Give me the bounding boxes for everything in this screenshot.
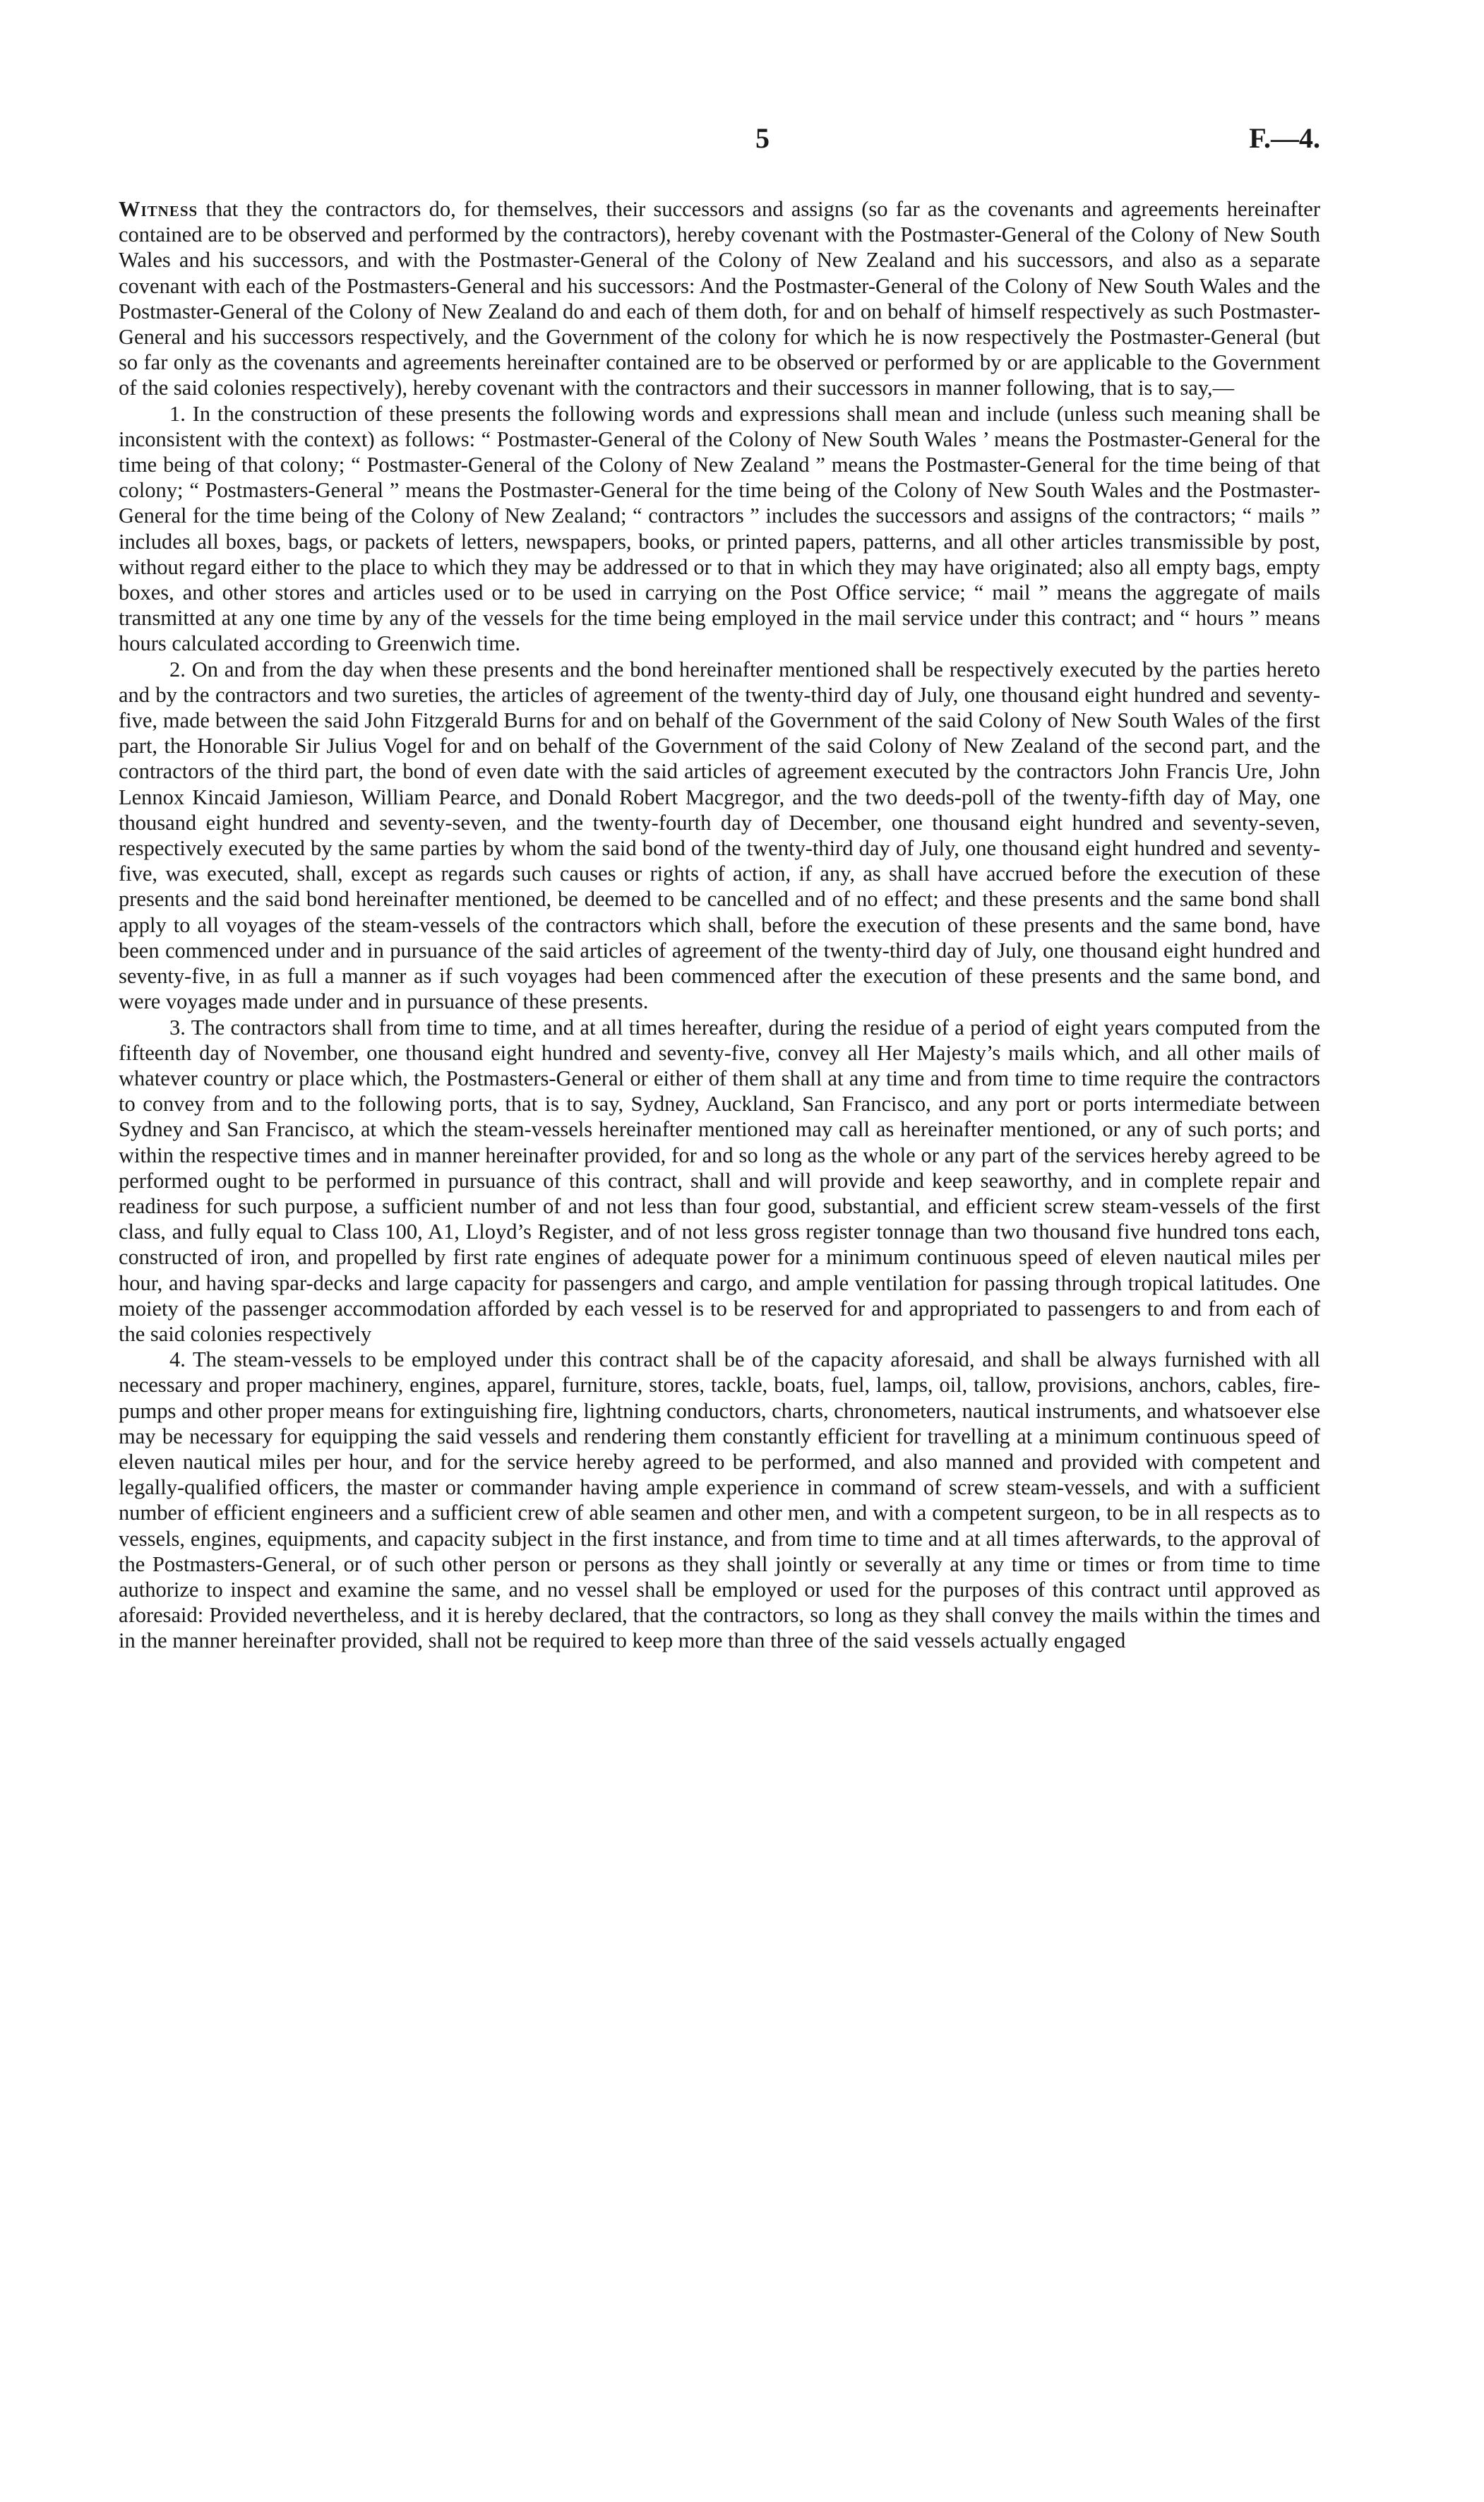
witness-text: that they the contractors do, for themselves, their successors and assigns (so far as the covenants and agreements hereinafter contained are to be observed and performed by the contractors), hereby covenant with the Postmaster-General of the Colony of New South Wales and his successors, and with the Postmaster-General of the Colony of New Zealand and his successors, and also as a separate covenant with each of the Postmasters-General and his successors: And the Postmaster-General of the Colony of New South Wales and the Postmaster-General of the Colony of New Zealand do and each of them doth, for and on behalf of himself respectively as such Postmaster-General and his successors respectively, and the Government of the colony for which he is now respectively the Postmaster-General (but so far only as the covenants and agreements hereinafter contained are to be observed or performed by or are applicable to the Government of the said colonies respectively), hereby covenant with the contractors and their successors in manner following, that is to say,— [119, 197, 1320, 400]
witness-lead-word: Witness [119, 197, 198, 221]
witness-paragraph [119, 196, 1320, 401]
clause-4: 4. The steam-vessels to be employed under this contract shall be of the capacity aforesaid, and shall be always furnished with all necessary and proper machinery, engines, apparel, furniture, stores, tackle, boats, fuel, lamps, oil, tallow, provisions, anchors, cables, fire-pumps and other proper means for extinguishing fire, lightning conductors, charts, chronometers, nautical instruments, and whatsoever else may be necessary for equipping the said vessels and rendering them constantly efficient for travelling at a minimum continuous speed of eleven nautical miles per hour, and for the service hereby agreed to be performed, and also manned and provided with competent and legally-qualified officers, the master or commander having ample experience in command of screw steam-vessels, and with a sufficient number of efficient engineers and a sufficient crew of able seamen and other men, and with a competent surgeon, to be in all respects as to vessels, engines, equipments, and capacity subject in the first instance, and from time to time and at all times afterwards, to the approval of the Postmasters-General, or of such other person or persons as they shall jointly or severally at any time or times or from time to time authorize to inspect and examine the same, and no vessel shall be employed or used for the purposes of this contract until approved as aforesaid: Provided nevertheless, and it is hereby declared, that the contractors, so long as they shall convey the mails within the times and in the manner hereinafter provided, shall not be required to keep more than three of the said vessels actually engaged [119, 1347, 1320, 1653]
page-number: 5 [755, 122, 770, 154]
document-reference: F.—4. [1249, 122, 1320, 154]
clause-1: 1. In the construction of these presents the following words and expressions shall mean and include (unless such meaning shall be inconsistent with the context) as follows: “ Postmaster-General of the Colony of New South Wales ’ means the Postmaster-General for the time being of that colony; “ Postmaster-General of the Colony of New Zealand ” means the Postmaster-General for the time being of that colony; “ Postmasters-General ” means the Postmaster-General for the time being of the Colony of New South Wales and the Postmaster-General for the time being of the Colony of New Zealand; “ contractors ” includes the successors and assigns of the contractors; “ mails ” includes all boxes, bags, or packets of letters, newspapers, books, or printed papers, patterns, and all other articles transmissible by post, without regard either to the place to which they may be addressed or to that in which they may have originated; also all empty bags, empty boxes, and other stores and articles used or to be used in carrying on the Post Office service; “ mail ” means the aggregate of mails transmitted at any one time by any of the vessels for the time being employed in the mail service under this contract; and “ hours ” means hours calculated according to Greenwich time. [119, 401, 1320, 656]
clause-3: 3. The contractors shall from time to time, and at all times hereafter, during the residue of a period of eight years computed from the fifteenth day of November, one thousand eight hundred and seventy-five, convey all Her Majesty’s mails which, and all other mails of whatever country or place which, the Postmasters-General or either of them shall at any time and from time to time require the contractors to convey from and to the following ports, that is to say, Sydney, Auckland, San Francisco, and any port or ports intermediate between Sydney and San Francisco, at which the steam-vessels hereinafter mentioned may call as hereinafter mentioned, or any of such ports; and within the respective times and in manner hereinafter provided, for and so long as the whole or any part of the services hereby agreed to be performed ought to be performed in pursuance of this contract, shall and will provide and keep seaworthy, and in complete repair and readiness for such purpose, a sufficient number of and not less than four good, substantial, and efficient screw steam-vessels of the first class, and fully equal to Class 100, A1, Lloyd’s Register, and of not less gross register tonnage than two thousand five hundred tons each, constructed of iron, and propelled by first rate engines of adequate power for a minimum continuous speed of eleven nautical miles per hour, and having spar-decks and large capacity for passengers and cargo, and ample ventilation for passing through tropical latitudes. One moiety of the passenger accommodation afforded by each vessel is to be reserved for and appropriated to passengers to and from each of the said colonies respectively [119, 1015, 1320, 1346]
document-body [119, 196, 1320, 1654]
clause-2: 2. On and from the day when these presents and the bond hereinafter mentioned shall be respectively executed by the parties hereto and by the contractors and two sureties, the articles of agreement of the twenty-third day of July, one thousand eight hundred and seventy-five, made between the said John Fitzgerald Burns for and on behalf of the Government of the said Colony of New South Wales of the first part, the Honorable Sir Julius Vogel for and on behalf of the Government of the said Colony of New Zealand of the second part, and the contractors of the third part, the bond of even date with the said articles of agreement executed by the contractors John Francis Ure, John Lennox Kincaid Jamieson, William Pearce, and Donald Robert Macgregor, and the two deeds-poll of the twenty-fifth day of May, one thousand eight hundred and seventy-seven, and the twenty-fourth day of December, one thousand eight hundred and seventy-seven, respectively executed by the same parties by whom the said bond of the twenty-third day of July, one thousand eight hundred and seventy-five, was executed, shall, except as regards such causes or rights of action, if any, as shall have accrued before the execution of these presents and the said bond hereinafter mentioned, be deemed to be cancelled and of no effect; and these presents and the same bond shall apply to all voyages of the steam-vessels of the contractors which shall, before the execution of these presents and the same bond, have been commenced under and in pursuance of the said articles of agreement of the twenty-third day of July, one thousand eight hundred and seventy-five, in as full a manner as if such voyages had been commenced after the execution of these presents and the same bond, and were voyages made under and in pursuance of these presents. [119, 657, 1320, 1014]
page-header [205, 121, 1320, 164]
